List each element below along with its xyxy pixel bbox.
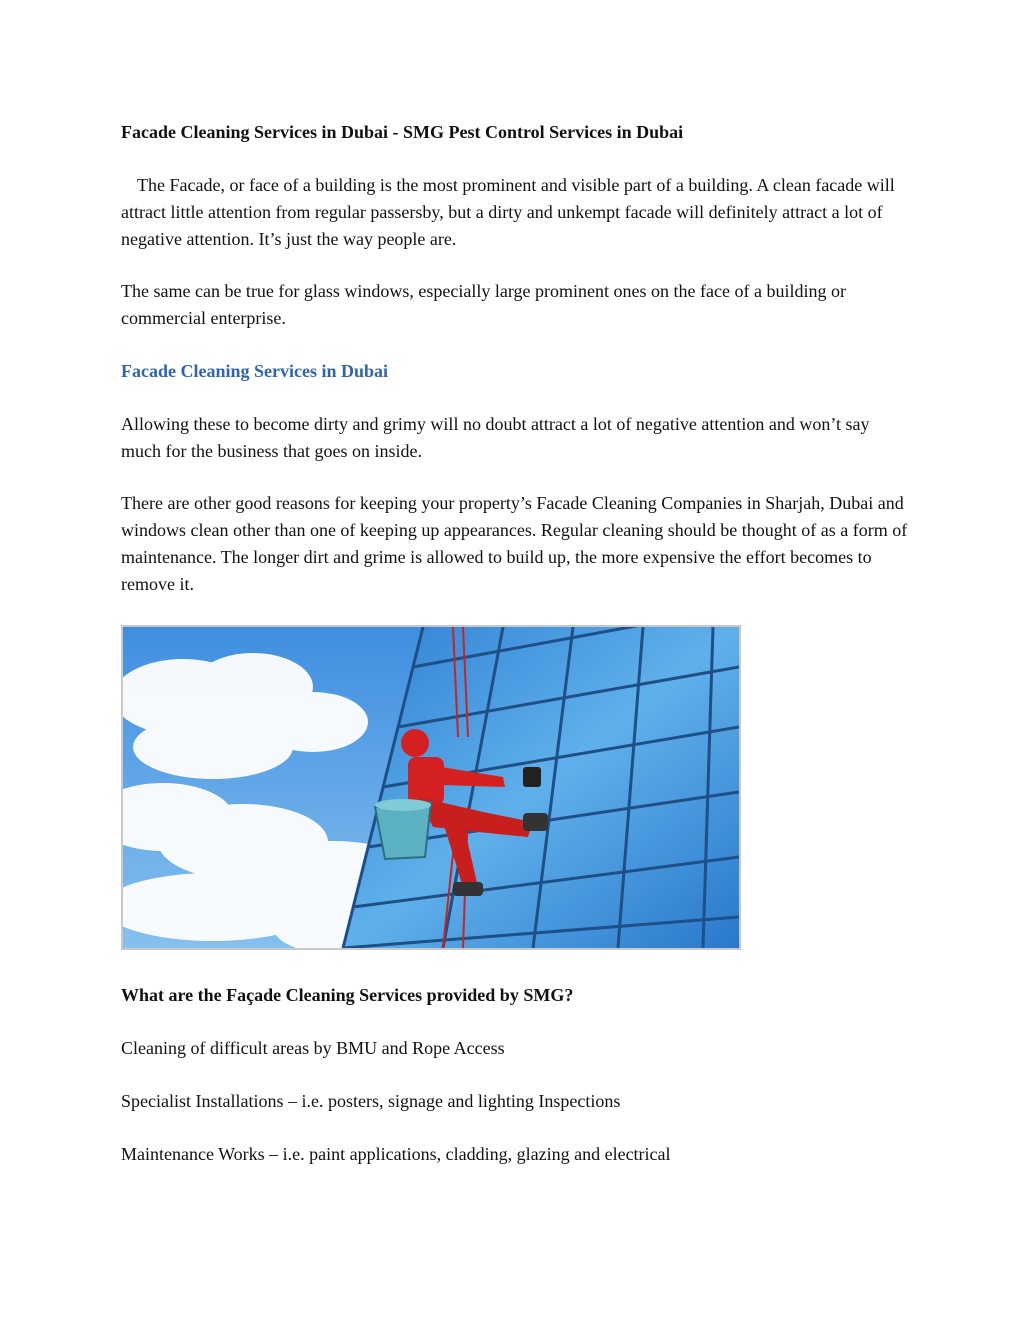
document-title: Facade Cleaning Services in Dubai - SMG Pest Control Services in Dubai <box>121 122 684 142</box>
dirty-windows-paragraph: Allowing these to become dirty and grimy will no doubt attract a lot of negative attention and won’t say much for the business that goes on inside. <box>121 414 870 461</box>
facade-cleaner-photo <box>121 625 741 950</box>
services-heading: What are the Façade Cleaning Services provided by SMG? <box>121 985 574 1005</box>
document-page <box>121 0 911 1325</box>
service-item: Maintenance Works – i.e. paint applications, cladding, glazing and electrical <box>121 1144 671 1164</box>
glass-windows-paragraph: The same can be true for glass windows, especially large prominent ones on the face of a building or commercial enterprise. <box>121 281 846 328</box>
facade-cleaning-link-heading[interactable]: Facade Cleaning Services in Dubai <box>121 361 389 381</box>
intro-paragraph: The Facade, or face of a building is the most prominent and visible part of a building. A clean facade will attract little attention from regular passersby, but a dirty and unkempt facade will definitely attract a lot of negative attention. It’s just the way people are. <box>121 175 895 249</box>
service-item: Cleaning of difficult areas by BMU and Rope Access <box>121 1038 505 1058</box>
service-item: Specialist Installations – i.e. posters, signage and lighting Inspections <box>121 1091 621 1111</box>
maintenance-paragraph: There are other good reasons for keeping your property’s Facade Cleaning Companies in Sharjah, Dubai and windows clean other than one of keeping up appearances. Regular cleaning should be thought of as a form of maintenance. The longer dirt and grime is allowed to build up, the more expensive the effort becomes to remove it. <box>121 493 908 594</box>
